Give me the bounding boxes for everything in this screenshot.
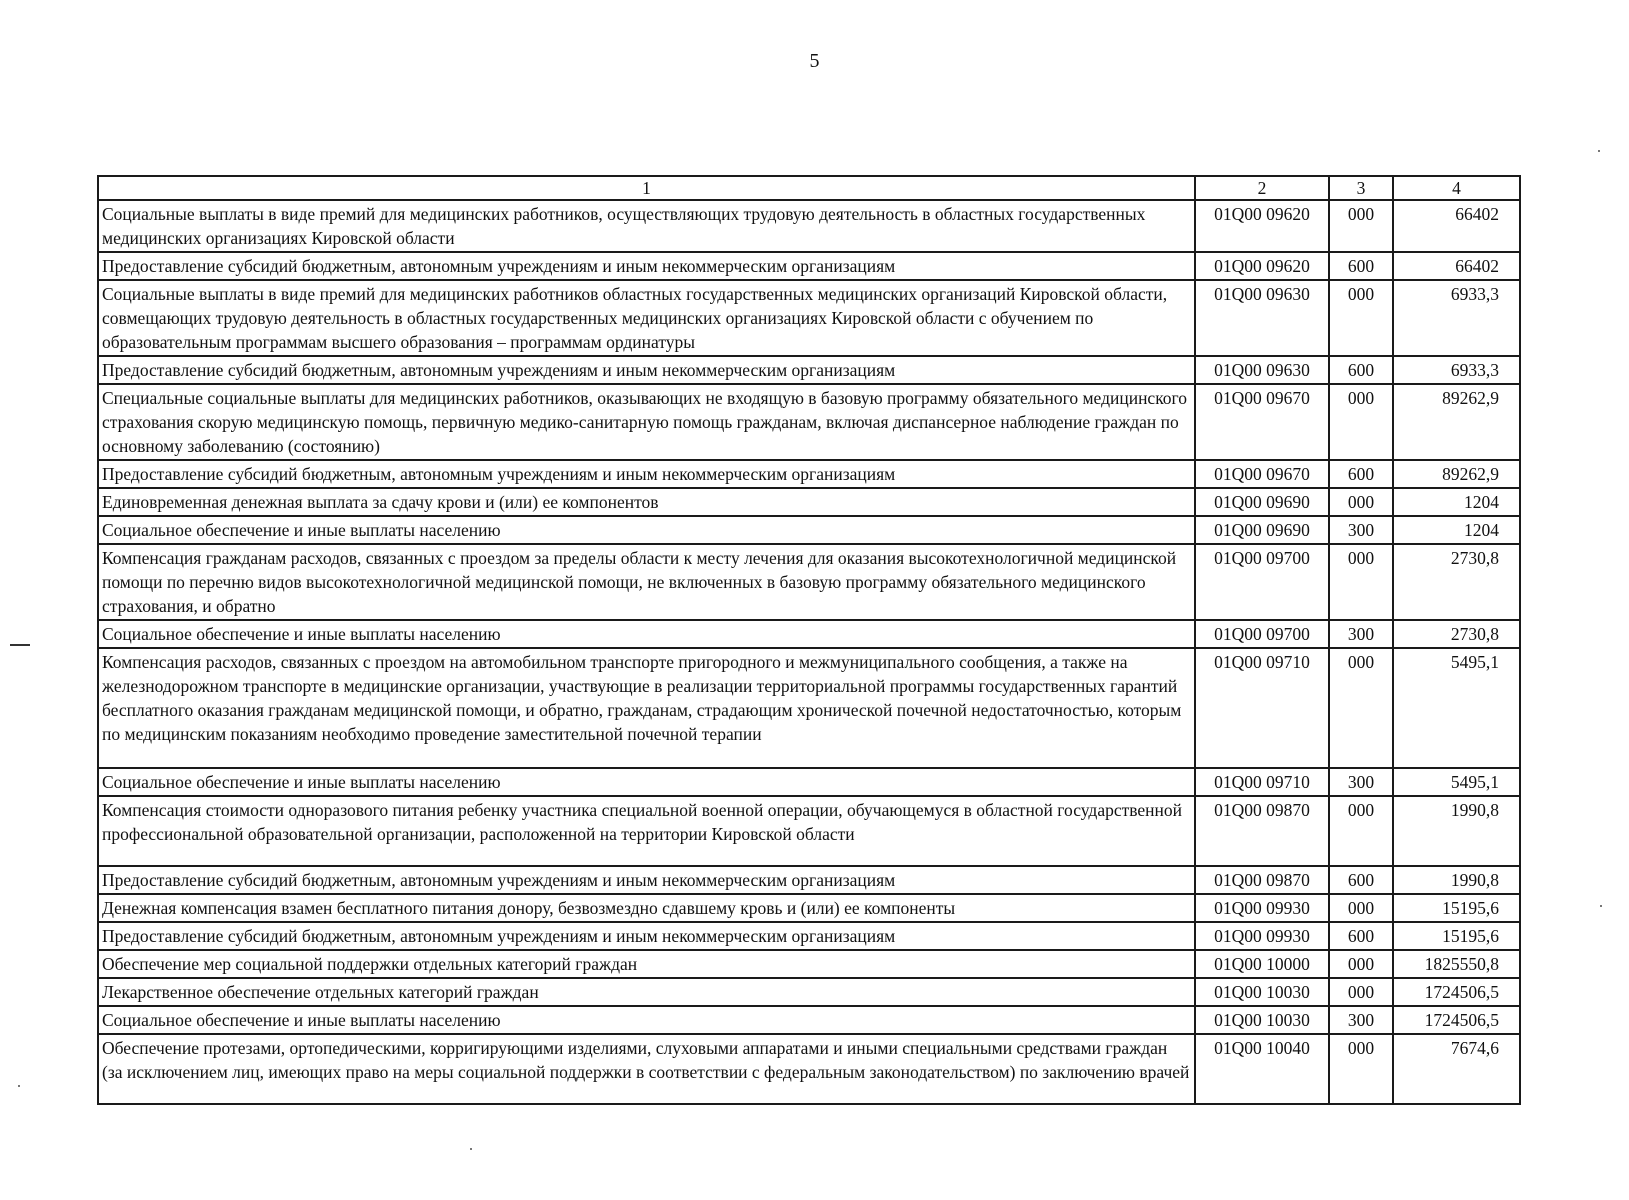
row-expense-type: 300 [1329,516,1393,544]
row-expense-type: 000 [1329,200,1393,252]
table-row [98,252,1520,280]
table-row [98,978,1520,1006]
table-row [98,620,1520,648]
scan-speck [470,1148,472,1150]
row-target-code: 01Q00 09700 [1195,620,1329,648]
margin-mark [10,644,30,646]
budget-table [97,175,1521,1105]
table-row [98,922,1520,950]
row-amount: 5495,1 [1393,648,1520,768]
table-row [98,894,1520,922]
row-target-code: 01Q00 10030 [1195,978,1329,1006]
row-expense-type: 000 [1329,1034,1393,1104]
table-row [98,200,1520,252]
row-expense-type: 000 [1329,488,1393,516]
row-description: Обеспечение мер социальной поддержки отдельных категорий граждан [98,950,1195,978]
row-target-code: 01Q00 09630 [1195,280,1329,356]
row-amount: 2730,8 [1393,544,1520,620]
row-description: Предоставление субсидий бюджетным, автономным учреждениям и иным некоммерческим организациям [98,922,1195,950]
row-description: Обеспечение протезами, ортопедическими, корригирующими изделиями, слуховыми аппаратами и иными специальными средствами граждан (за исключением лиц, имеющих право на меры социальной поддержки в соответствии с федеральным законодательством) по заключению врачей [98,1034,1195,1104]
table-row [98,460,1520,488]
row-description: Социальное обеспечение и иные выплаты населению [98,1006,1195,1034]
row-description: Лекарственное обеспечение отдельных категорий граждан [98,978,1195,1006]
row-expense-type: 000 [1329,978,1393,1006]
table-body [98,200,1520,1104]
row-target-code: 01Q00 09620 [1195,252,1329,280]
row-expense-type: 000 [1329,796,1393,866]
row-target-code: 01Q00 09700 [1195,544,1329,620]
row-description: Социальное обеспечение и иные выплаты населению [98,768,1195,796]
table-row [98,280,1520,356]
row-target-code: 01Q00 09710 [1195,648,1329,768]
table-row [98,796,1520,866]
row-description: Компенсация стоимости одноразового питания ребенку участника специальной военной операции, обучающемуся в областной государственной профессиональной образовательной организации, расположенной на территории Кировской области [98,796,1195,866]
row-target-code: 01Q00 09620 [1195,200,1329,252]
row-amount: 15195,6 [1393,922,1520,950]
row-description: Социальные выплаты в виде премий для медицинских работников областных государственных медицинских организаций Кировской области, совмещающих трудовую деятельность в областных государственных медицинских организациях Кировской области с обучением по образовательным программам высшего образования – программам ординатуры [98,280,1195,356]
header-description: 1 [98,176,1195,200]
scan-speck [18,1085,20,1087]
table-row [98,356,1520,384]
row-expense-type: 300 [1329,768,1393,796]
row-description: Предоставление субсидий бюджетным, автономным учреждениям и иным некоммерческим организациям [98,460,1195,488]
row-expense-type: 600 [1329,922,1393,950]
row-target-code: 01Q00 10000 [1195,950,1329,978]
row-amount: 89262,9 [1393,384,1520,460]
table-row [98,648,1520,768]
row-target-code: 01Q00 10030 [1195,1006,1329,1034]
row-amount: 1724506,5 [1393,978,1520,1006]
budget-table-container [97,175,1519,1105]
row-expense-type: 600 [1329,356,1393,384]
row-amount: 7674,6 [1393,1034,1520,1104]
row-description: Денежная компенсация взамен бесплатного питания донору, безвозмездно сдавшему кровь и (или) ее компоненты [98,894,1195,922]
table-row [98,866,1520,894]
row-description: Социальное обеспечение и иные выплаты населению [98,620,1195,648]
table-row [98,384,1520,460]
row-expense-type: 000 [1329,894,1393,922]
row-target-code: 01Q00 09630 [1195,356,1329,384]
row-amount: 1990,8 [1393,866,1520,894]
header-code: 2 [1195,176,1329,200]
table-row [98,488,1520,516]
row-description: Специальные социальные выплаты для медицинских работников, оказывающих не входящую в базовую программу обязательного медицинского страхования скорую медицинскую помощь, первичную медико-санитарную помощь гражданам, включая диспансерное наблюдение граждан по основному заболеванию (состоянию) [98,384,1195,460]
row-description: Социальные выплаты в виде премий для медицинских работников, осуществляющих трудовую деятельность в областных государственных медицинских организациях Кировской области [98,200,1195,252]
row-amount: 1204 [1393,488,1520,516]
row-target-code: 01Q00 09690 [1195,516,1329,544]
row-amount: 1990,8 [1393,796,1520,866]
row-amount: 6933,3 [1393,280,1520,356]
page-number: 5 [809,50,820,72]
table-row [98,544,1520,620]
header-row [98,176,1520,200]
row-description: Компенсация расходов, связанных с проездом на автомобильном транспорте пригородного и межмуниципального сообщения, а также на железнодорожном транспорте в медицинские организации, участвующие в реализации территориальной программы государственных гарантий бесплатного оказания гражданам медицинской помощи, и обратно, гражданам, страдающим хронической почечной недостаточностью, которым по медицинским показаниям необходимо проведение заместительной почечной терапии [98,648,1195,768]
table-row [98,516,1520,544]
row-amount: 15195,6 [1393,894,1520,922]
row-target-code: 01Q00 09670 [1195,384,1329,460]
row-target-code: 01Q00 09930 [1195,894,1329,922]
row-amount: 66402 [1393,200,1520,252]
scan-speck [1600,905,1602,907]
row-target-code: 01Q00 09670 [1195,460,1329,488]
row-amount: 1825550,8 [1393,950,1520,978]
row-target-code: 01Q00 09870 [1195,866,1329,894]
row-description: Единовременная денежная выплата за сдачу крови и (или) ее компонентов [98,488,1195,516]
table-row [98,768,1520,796]
scan-speck [1598,150,1600,152]
row-amount: 6933,3 [1393,356,1520,384]
table-row [98,1006,1520,1034]
row-amount: 2730,8 [1393,620,1520,648]
row-description: Предоставление субсидий бюджетным, автономным учреждениям и иным некоммерческим организациям [98,356,1195,384]
row-target-code: 01Q00 09690 [1195,488,1329,516]
row-amount: 89262,9 [1393,460,1520,488]
row-amount: 66402 [1393,252,1520,280]
row-description: Компенсация гражданам расходов, связанных с проездом за пределы области к месту лечения для оказания высокотехнологичной медицинской помощи по перечню видов высокотехнологичной медицинской помощи, не включенных в базовую программу обязательного медицинского страхования, и обратно [98,544,1195,620]
table-row [98,950,1520,978]
row-expense-type: 600 [1329,866,1393,894]
row-amount: 1204 [1393,516,1520,544]
row-expense-type: 000 [1329,280,1393,356]
row-description: Предоставление субсидий бюджетным, автономным учреждениям и иным некоммерческим организациям [98,252,1195,280]
row-expense-type: 300 [1329,620,1393,648]
header-type: 3 [1329,176,1393,200]
row-description: Социальное обеспечение и иные выплаты населению [98,516,1195,544]
row-description: Предоставление субсидий бюджетным, автономным учреждениям и иным некоммерческим организациям [98,866,1195,894]
row-expense-type: 000 [1329,950,1393,978]
row-expense-type: 000 [1329,384,1393,460]
row-target-code: 01Q00 09930 [1195,922,1329,950]
row-expense-type: 000 [1329,544,1393,620]
row-target-code: 01Q00 09710 [1195,768,1329,796]
row-amount: 5495,1 [1393,768,1520,796]
header-amount: 4 [1393,176,1520,200]
row-target-code: 01Q00 10040 [1195,1034,1329,1104]
row-expense-type: 000 [1329,648,1393,768]
table-row [98,1034,1520,1104]
row-amount: 1724506,5 [1393,1006,1520,1034]
row-expense-type: 300 [1329,1006,1393,1034]
row-expense-type: 600 [1329,460,1393,488]
row-expense-type: 600 [1329,252,1393,280]
row-target-code: 01Q00 09870 [1195,796,1329,866]
